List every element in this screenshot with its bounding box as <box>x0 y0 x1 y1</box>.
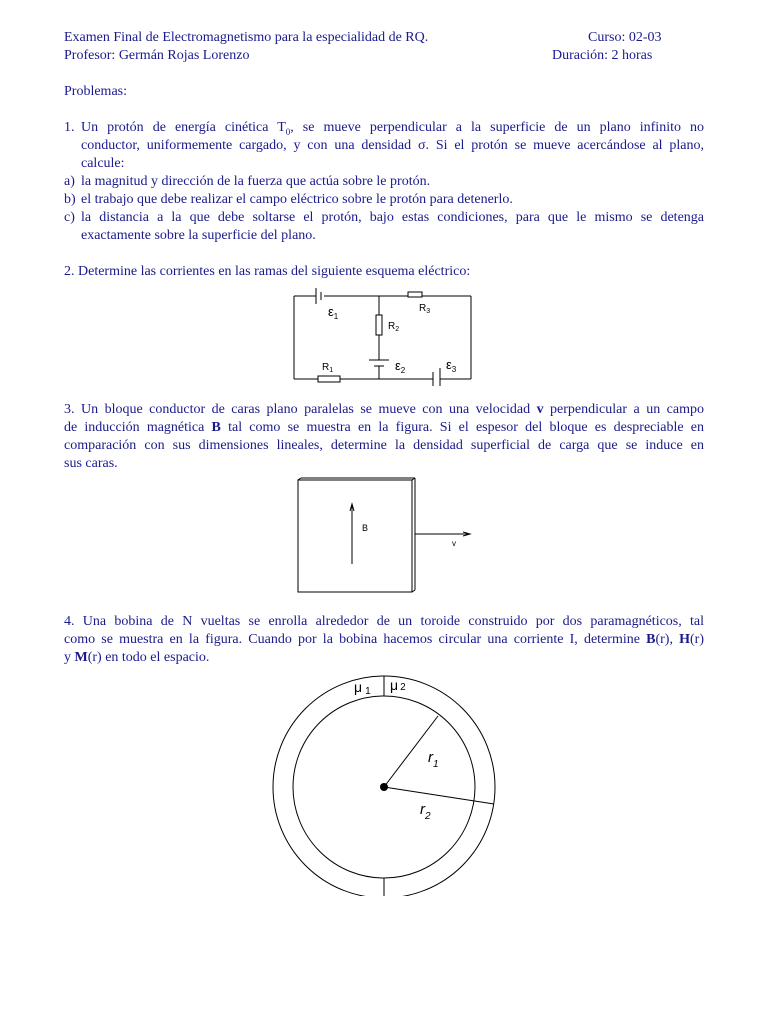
radius-r2-line <box>384 787 494 804</box>
toroid-center-point <box>380 783 388 791</box>
problem4-line2-a: como se muestra en la figura. Cuando por la bobina hacemos circular una corriente I, determine <box>64 632 647 647</box>
label-mu2: μ 2 <box>390 677 406 693</box>
resistor-r2 <box>376 315 382 335</box>
block-front-face <box>298 480 412 592</box>
label-r2: $r_2$ <box>420 801 431 822</box>
problem1-line2: conductor, uniformemente cargado, y con una densidad σ. Si el protón se mueve acercándose al plano, <box>81 138 704 153</box>
problem1-line1-a: Un protón de energía cinética T <box>81 120 286 135</box>
problem1-t0-subscript: 0 <box>285 126 291 137</box>
problem2-text: 2. Determine las corrientes en las ramas del siguiente esquema eléctrico: <box>64 264 471 279</box>
problem3-line1 <box>64 401 704 419</box>
resistor-r3 <box>408 292 422 297</box>
section-title: Problemas: <box>64 84 127 99</box>
problem3-line1-a: 3. Un bloque conductor de caras plano paralelas se mueve con una velocidad <box>64 402 537 417</box>
problem4-B-bold: B <box>646 632 656 647</box>
problem3-line1-c: perpendicular a un campo <box>543 402 704 417</box>
problem1-c1: la distancia a la que debe soltarse el protón, bajo estas condiciones, para que le mismo se detenga <box>81 210 704 225</box>
problem4-line2 <box>64 631 704 649</box>
problem1-c2: exactamente sobre la superficie del plano. <box>81 228 316 243</box>
course-label: Curso: 02-03 <box>588 30 662 45</box>
problem3-b-bold: B <box>211 420 221 435</box>
label-r2: $R_2$ <box>388 321 400 333</box>
problem3-line4: sus caras. <box>64 456 118 471</box>
problem1-c-label: c) <box>64 210 75 225</box>
problem4-H-bold: H <box>679 632 690 647</box>
toroid-figure <box>270 670 500 896</box>
problem1-b-label: b) <box>64 192 76 207</box>
problem1-number: 1. <box>64 120 75 135</box>
problem4-line2-e: (r) <box>690 632 704 647</box>
problem1-a-label: a) <box>64 174 75 189</box>
label-mu1: μ 1 <box>354 679 371 697</box>
problem3-line2-c: tal como se muestra en la figura. Si el espesor del bloque es despreciable en <box>220 420 704 435</box>
problem3-line2-a: de inducción magnética <box>64 420 212 435</box>
label-e2: $\varepsilon_2$ <box>395 358 406 375</box>
label-r1: $R_1$ <box>322 362 334 374</box>
problem4-line3 <box>64 649 209 667</box>
professor-label: Profesor: Germán Rojas Lorenzo <box>64 48 250 63</box>
problem4-M-bold: M <box>74 650 88 665</box>
label-r3: $R_3$ <box>419 303 431 315</box>
label-r1: $r_1$ <box>428 749 439 770</box>
problem4-line2-c: (r), <box>655 632 680 647</box>
problem1-a: la magnitud y dirección de la fuerza que actúa sobre le protón. <box>81 174 431 189</box>
block-v-label: v <box>452 539 456 548</box>
problem3-line3: comparación con sus dimensiones lineales, determine la densidad superficial de carga que se induce en <box>64 438 704 453</box>
problem3-line2 <box>64 419 704 437</box>
exam-title: Examen Final de Electromagnetismo para la especialidad de RQ. <box>64 30 429 45</box>
problem1-line1-b: , se mueve perpendicular a la superficie de un plano infinito no <box>290 120 704 135</box>
resistor-r1 <box>318 376 340 382</box>
conductor-block-figure <box>296 476 476 596</box>
problem4-line3-a: y <box>64 650 75 665</box>
problem1-b: el trabajo que debe realizar el campo eléctrico sobre le protón para detenerlo. <box>81 192 513 207</box>
label-e3: $\varepsilon_3$ <box>446 357 457 374</box>
circuit-diagram <box>288 282 488 386</box>
problem3-v-bold: v <box>536 402 544 417</box>
duration-label: Duración: 2 horas <box>552 48 653 63</box>
problem1-line3: calcule: <box>81 156 125 171</box>
block-b-label: B <box>362 523 369 533</box>
problem4-line3-c: (r) en todo el espacio. <box>87 650 210 665</box>
problem4-line1: 4. Una bobina de N vueltas se enrolla alrededor de un toroide construido por dos paramagnéticos, tal <box>64 614 704 629</box>
label-e1: $\varepsilon_1$ <box>328 304 339 321</box>
